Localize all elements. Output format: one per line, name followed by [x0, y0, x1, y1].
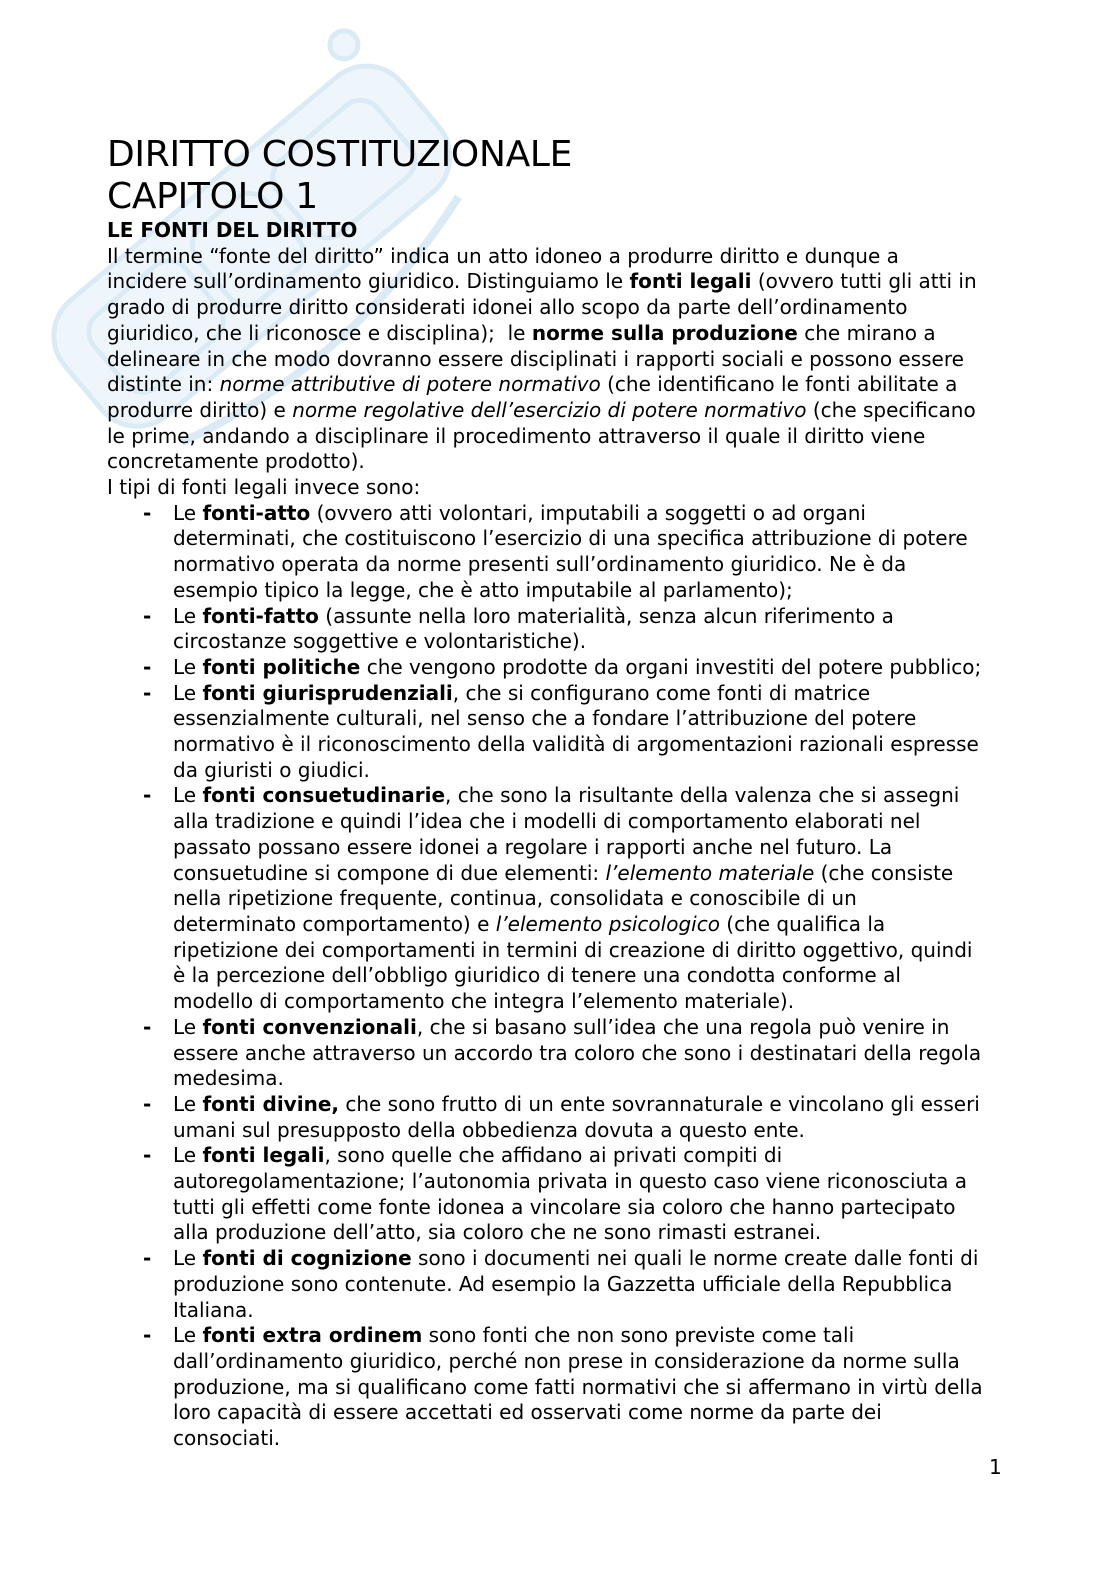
list-bullet-marker: - [143, 1246, 152, 1271]
text-run: sono fonti che non sono previste come tali dall’ordinamento giuridico, perché non prese in considerazione da norme sulla produzione, ma si qualificano come fatti normativi che si affermano in virtù della loro capacità di essere accettati ed osservati come norme da parte dei consociati. [173, 1323, 983, 1451]
list-bullet-marker: - [143, 1014, 152, 1039]
document-page [107, 134, 983, 1452]
list-item [107, 604, 983, 655]
bold-term: fonti-atto [202, 500, 311, 525]
list-bullet-marker: - [143, 500, 152, 525]
text-run: (assunte nella loro materialità, senza alcun riferimento a circostanze soggettive e volontaristiche). [173, 603, 894, 654]
list-item-text [173, 1246, 978, 1323]
list-item [107, 1015, 983, 1092]
text-run: Le [173, 783, 203, 808]
list-bullet-marker: - [143, 680, 152, 705]
text-run: (ovvero atti volontari, imputabili a soggetti o ad organi determinati, che costituiscono l’esercizio di una specifica attribuzione di potere normativo operata da norme presenti sull’ordinamento giuridico. Ne è da esempio tipico la legge, che è atto imputabile al parlamento); [173, 500, 968, 602]
text-run: , sono quelle che affidano ai privati compiti di autoregolamentazione; l’autonomia privata in questo caso viene riconosciuta a tutti gli effetti come fonte idonea a vincolare sia coloro che hanno partecipato alla produzione dell’atto, sia coloro che ne sono rimasti estranei. [173, 1143, 967, 1245]
text-run: , che si basano sull’idea che una regola può venire in essere anche attraverso un accordo tra coloro che sono i destinatari della regola medesima. [173, 1014, 982, 1091]
bold-term: fonti politiche [202, 654, 361, 679]
list-bullet-marker: - [143, 1323, 152, 1348]
intro-paragraph [107, 244, 983, 475]
text-run: (che qualifica la ripetizione dei comportamenti in termini di creazione di diritto oggettivo, quindi è la percezione dell’obbligo giuridico di tenere una condotta conforme al modello di comportamento che integra l’elemento materiale). [173, 911, 973, 1014]
italic-term: norme attributive di potere normativo [219, 372, 601, 397]
text-run: che sono frutto di un ente sovrannaturale e vincolano gli esseri umani sul presupposto della obbedienza dovuta a questo ente. [173, 1091, 980, 1142]
list-bullet-marker: - [143, 1091, 152, 1116]
text-run: (ovvero tutti gli atti in grado di produrre diritto considerati idonei allo scopo da parte dell’ordinamento giuridico, che li riconosce e disciplina); le [107, 269, 977, 345]
bold-term: fonti convenzionali [202, 1014, 417, 1039]
list-item [107, 655, 983, 681]
list-intro: I tipi di fonti legali invece sono: [107, 475, 421, 500]
list-item [107, 783, 983, 1014]
list-item [107, 681, 983, 784]
text-run: Le [173, 1143, 203, 1168]
bold-term: fonti extra ordinem [202, 1323, 423, 1348]
text-run: sono i documenti nei quali le norme create dalle fonti di produzione sono contenute. Ad esempio la Gazzetta ufficiale della Repubblica Italiana. [173, 1246, 979, 1322]
page-number: 1 [989, 1455, 1002, 1479]
text-run: Le [173, 1323, 203, 1348]
text-run: Le [173, 1014, 203, 1039]
list-item [107, 1143, 983, 1246]
text-run: Le [173, 680, 203, 705]
bold-term: fonti di cognizione [202, 1246, 412, 1271]
list-item-text [173, 1092, 980, 1143]
text-run: Le [173, 500, 203, 525]
text-run: Le [173, 1246, 203, 1271]
sources-list [107, 501, 983, 1452]
watermark-dot [324, 25, 363, 64]
text-run: , che si configurano come fonti di matrice essenzialmente culturali, nel senso che a fondare l’attribuzione del potere normativo è il riconoscimento della validità di argomentazioni razionali espresse da giuristi o giudici. [173, 680, 979, 782]
bold-term: fonti consuetudinarie [202, 783, 446, 808]
text-run: (che consiste nella ripetizione frequente, continua, consolidata e conoscibile di un determinato comportamento) e [173, 860, 954, 936]
list-item-text [173, 1323, 983, 1452]
bold-term: fonti-fatto [202, 603, 319, 628]
list-item-text [173, 501, 968, 604]
text-run: Le [173, 1091, 203, 1116]
text-run: Il termine “fonte del diritto” indica un atto idoneo a produrre diritto e dunque a incidere sull’ordinamento giuridico. Distinguiamo le [107, 243, 899, 294]
list-item [107, 1323, 983, 1452]
text-run: che mirano a delineare in che modo dovranno essere disciplinati i rapporti sociali e possono essere distinte in: [107, 320, 964, 397]
list-item-text [173, 655, 981, 681]
bold-term: fonti legali [629, 269, 752, 294]
document-title: DIRITTO COSTITUZIONALE [107, 134, 573, 175]
list-bullet-marker: - [143, 603, 152, 628]
list-bullet-marker: - [143, 1143, 152, 1168]
text-run: Le [173, 603, 203, 628]
text-run: (che identificano le fonti abilitate a produrre diritto) e [107, 372, 958, 422]
list-item-text [173, 1015, 981, 1092]
list-item-text [173, 604, 894, 655]
list-item [107, 501, 983, 604]
list-bullet-marker: - [143, 654, 152, 679]
list-bullet-marker: - [143, 783, 152, 808]
section-heading: LE FONTI DEL DIRITTO [107, 218, 358, 242]
italic-term: l’elemento psicologico [495, 911, 720, 936]
text-run: (che specificano le prime, andando a disciplinare il procedimento attraverso il quale il diritto viene concretamente prodotto). [107, 397, 976, 474]
bold-term: fonti giurisprudenziali [202, 680, 453, 705]
list-item-text [173, 1143, 967, 1246]
list-item [107, 1246, 983, 1323]
italic-term: l’elemento materiale [605, 860, 815, 885]
bold-term: fonti divine, [202, 1091, 339, 1116]
list-item-text [173, 681, 979, 784]
list-item [107, 1092, 983, 1143]
text-run: , che sono la risultante della valenza che si assegni alla tradizione e quindi l’idea che i modelli di comportamento elaborati nel passato possano essere idonei a regolare i rapporti anche nel futuro. La consuetudine si compone di due elementi: [173, 783, 960, 885]
bold-term: fonti legali [202, 1143, 325, 1168]
list-item-text [173, 783, 972, 1014]
bold-term: norme sulla produzione [531, 320, 798, 345]
chapter-title: CAPITOLO 1 [107, 176, 318, 217]
text-run: Le [173, 654, 203, 679]
text-run: che vengono prodotte da organi investiti del potere pubblico; [360, 654, 982, 679]
italic-term: norme regolative dell’esercizio di potere normativo [292, 397, 807, 422]
